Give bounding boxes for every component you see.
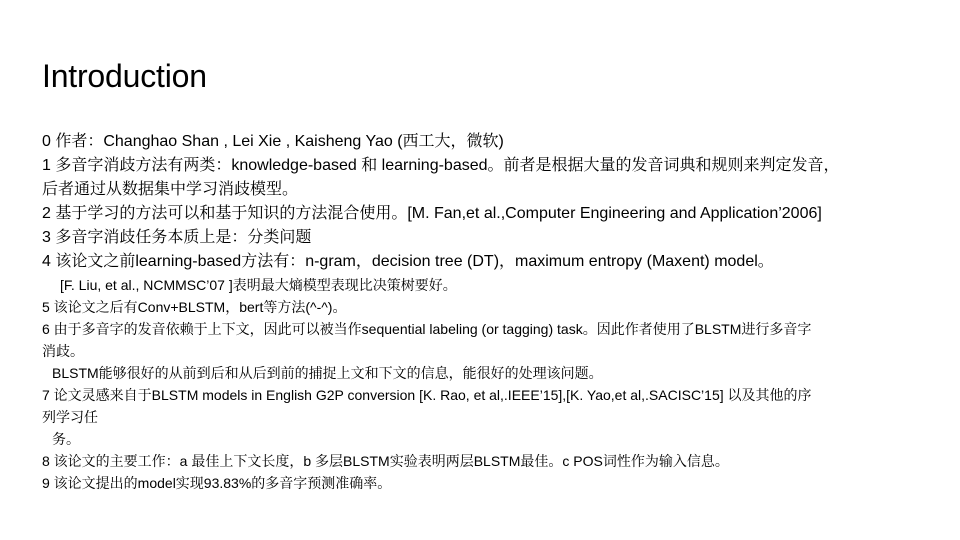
line-prior-methods: 4 该论文之前learning-based方法有：n-gram，decision tree (DT)，maximum entropy (Maxent) model。 (42, 253, 774, 270)
line-method-types: 1 多音字消歧方法有两类：knowledge-based 和 learning-based。前者是根据大量的发音词典和规则来判定发音， (42, 157, 840, 174)
line-inspiration-end: 务。 (52, 431, 80, 447)
line-method-types-cont: 后者通过从数据集中学习消歧模型。 (42, 181, 299, 198)
line-maxent-note: [F. Liu, et al., NCMMSC’07 ]表明最大熵模型表现比决策树要好。 (60, 277, 457, 293)
line-classification: 3 多音字消歧任务本质上是：分类问题 (42, 229, 312, 246)
line-accuracy: 9 该论文提出的model实现93.83%的多音字预测准确率。 (42, 475, 392, 491)
line-main-work: 8 该论文的主要工作：a 最佳上下文长度，b 多层BLSTM实验表明两层BLSTM最佳。c POS词性作为输入信息。 (42, 453, 729, 469)
line-inspiration-cont: 列学习任 (42, 409, 98, 425)
line-blstm-note: BLSTM能够很好的从前到后和从后到前的捕捉上文和下文的信息，能很好的处理该问题。 (52, 365, 603, 381)
slide-body (42, 130, 932, 494)
slide-title: Introduction (42, 58, 207, 94)
line-hybrid: 2 基于学习的方法可以和基于知识的方法混合使用。[M. Fan,et al.,Computer Engineering and Application’2006] (42, 205, 822, 222)
line-sequence-labeling: 6 由于多音字的发音依赖于上下文，因此可以被当作sequential labeling (or tagging) task。因此作者使用了BLSTM进行多音字 (42, 321, 812, 337)
line-inspiration: 7 论文灵感来自于BLSTM models in English G2P conversion [K. Rao, et al,.IEEE’15],[K. Yao,et al,.SACISC’15] 以及其他的序 (42, 387, 812, 403)
line-authors: 0 作者：Changhao Shan , Lei Xie , Kaisheng Yao (西工大，微软) (42, 133, 504, 150)
line-sequence-labeling-cont: 消歧。 (42, 343, 84, 359)
line-later-methods: 5 该论文之后有Conv+BLSTM，bert等方法(^-^)。 (42, 299, 347, 315)
